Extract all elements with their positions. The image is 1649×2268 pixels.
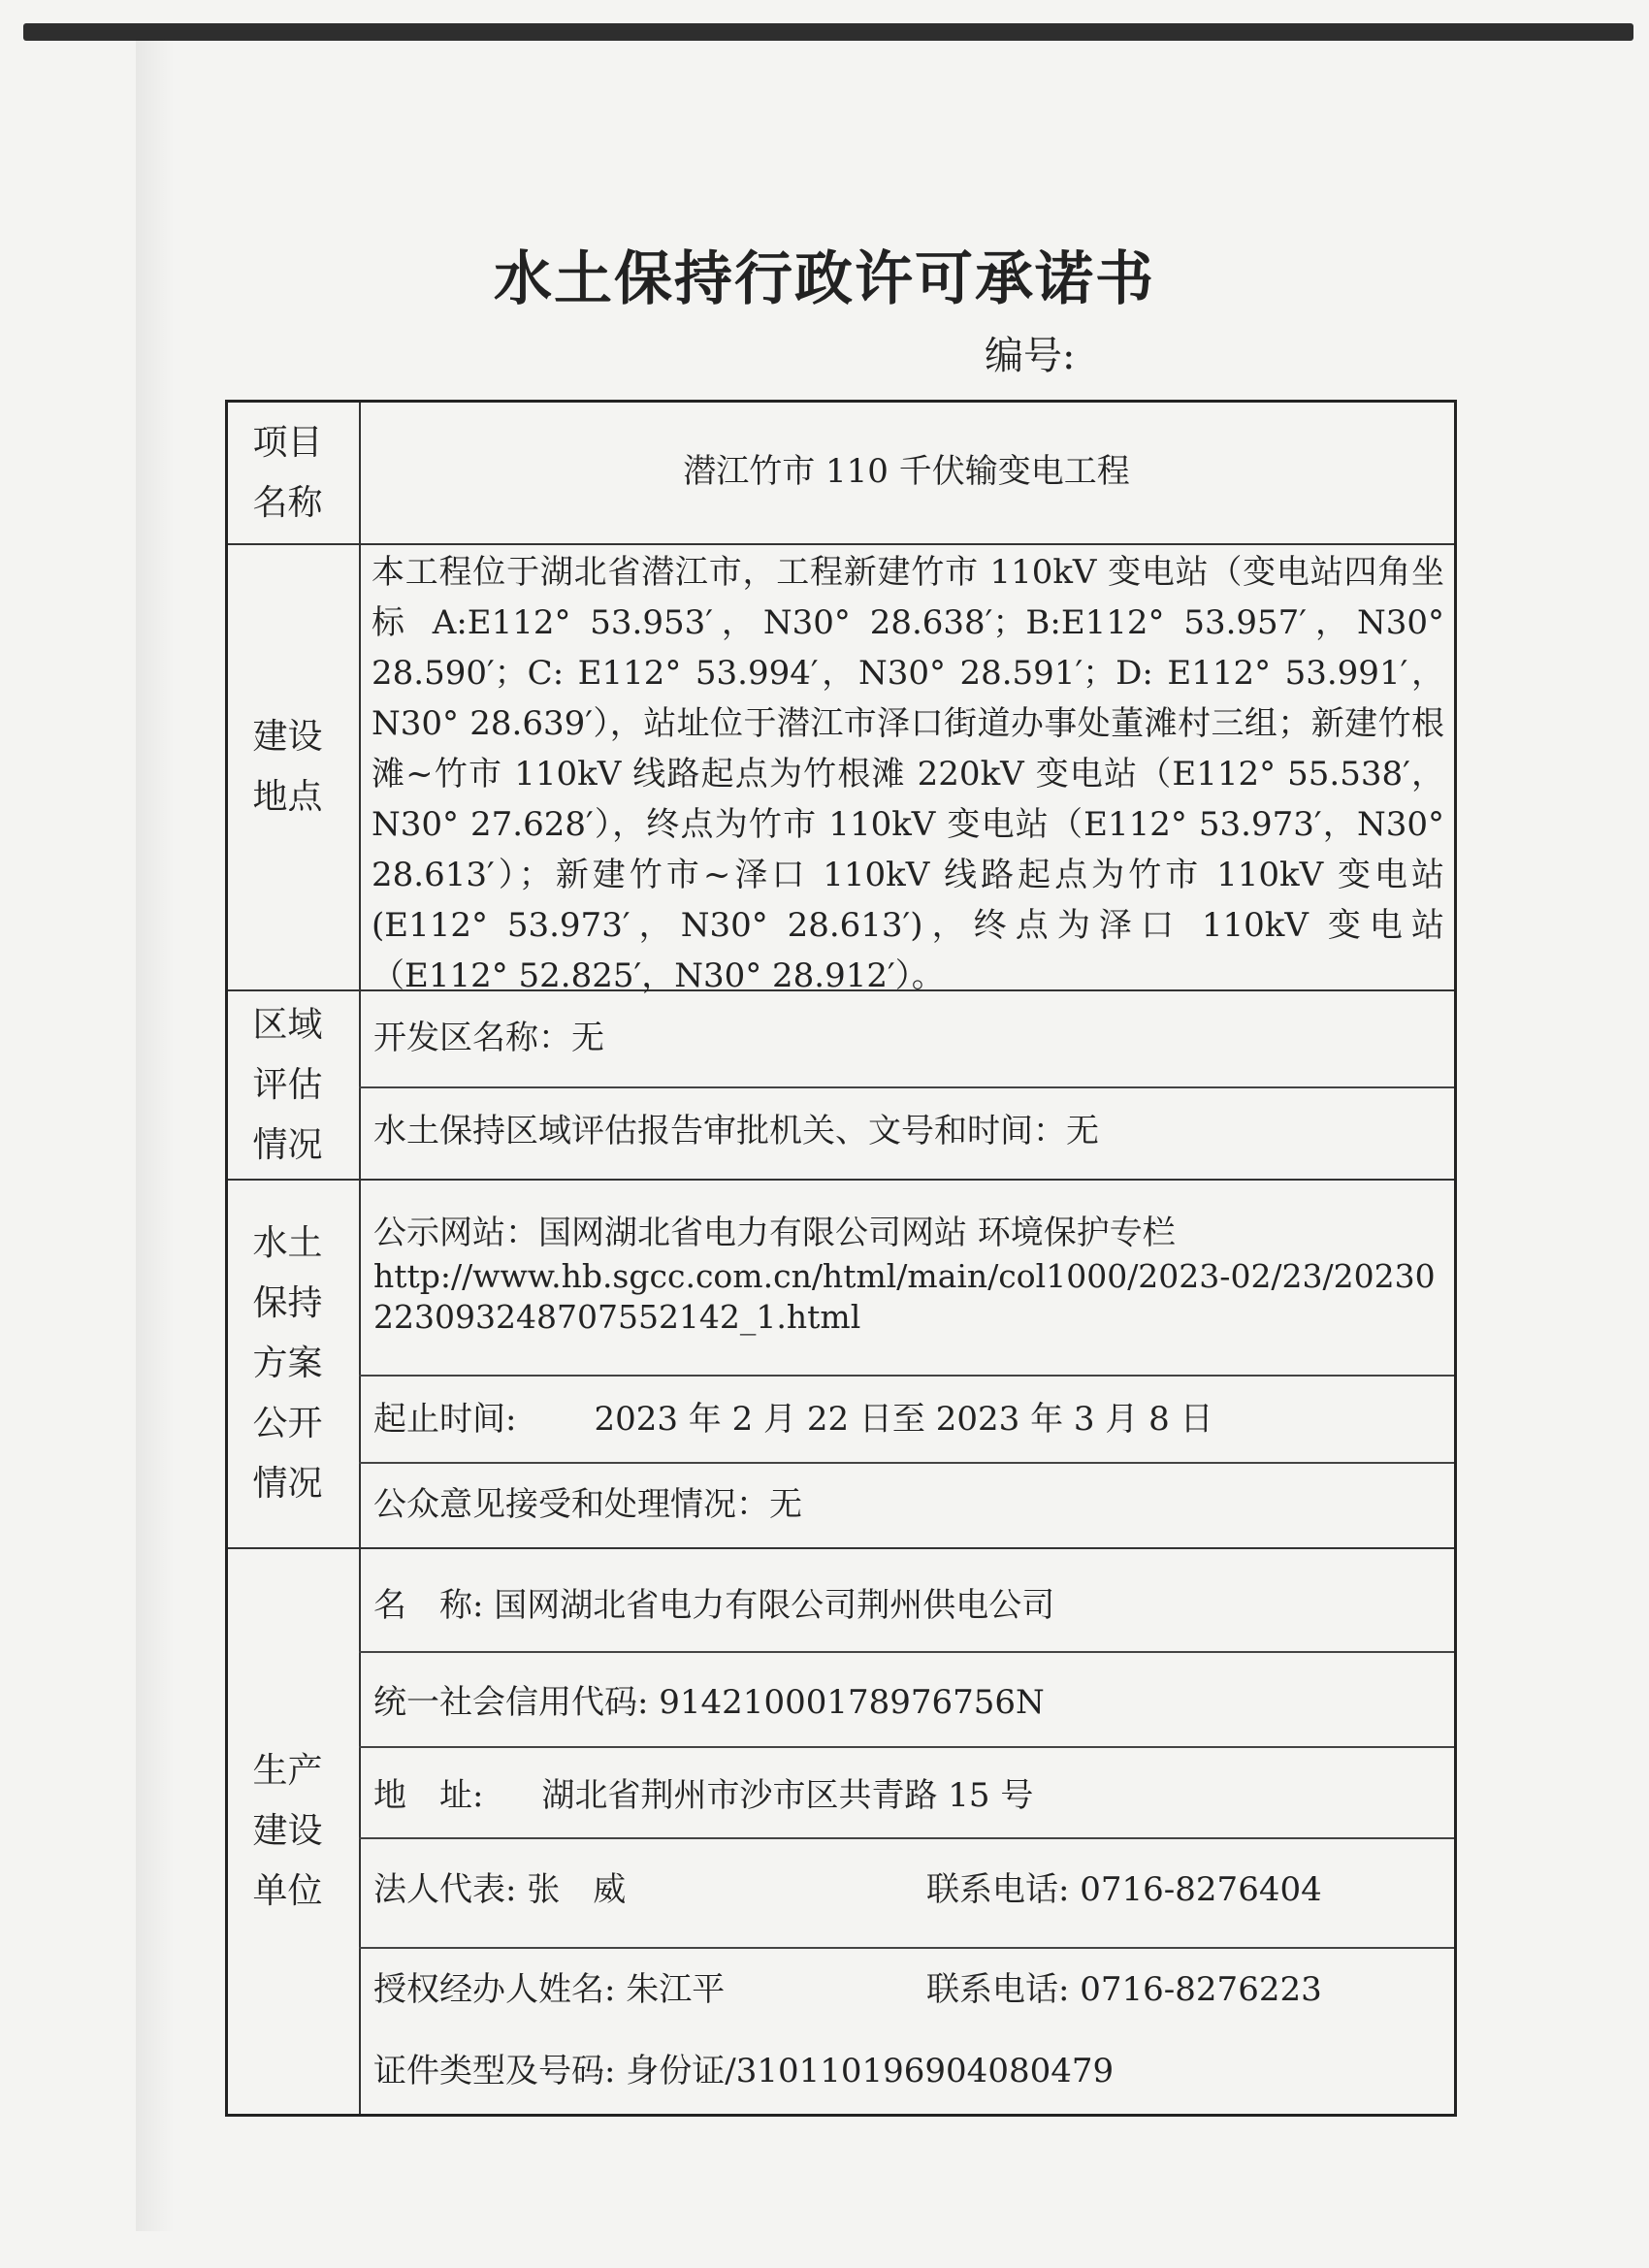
location-row (228, 545, 1454, 995)
period-value: 2023 年 2 月 22 日至 2023 年 3 月 8 日 (594, 1400, 1213, 1439)
legal-rep-value: 张 威 (527, 1870, 627, 1909)
agent-id-value: 身份证/310110196904080479 (626, 2052, 1115, 2090)
disclosure-row (228, 1181, 1454, 1549)
construction-unit-label: 生产建设单位 (252, 1751, 323, 1911)
agent-id (373, 2046, 1442, 2096)
document-title: 水土保持行政许可承诺书 (494, 245, 1155, 313)
region-divider (359, 1086, 1454, 1088)
project-name-value: 潜江竹市 110 千伏输变电工程 (683, 452, 1130, 491)
public-opinions: 公众意见接受和处理情况：无 (373, 1485, 802, 1524)
disclosure-divider-1 (359, 1375, 1454, 1377)
legal-phone-label: 联系电话: (926, 1870, 1070, 1909)
agent-phone (926, 1964, 1322, 2015)
credit-code-label: 统一社会信用代码: (373, 1683, 649, 1722)
agent-phone-value: 0716-8276223 (1080, 1970, 1322, 2009)
unit-name (373, 1580, 1442, 1631)
project-name-label: 项目名称 (252, 422, 323, 523)
agent-phone-label: 联系电话: (926, 1970, 1070, 2009)
unit-name-value: 国网湖北省电力有限公司荆州供电公司 (494, 1586, 1055, 1625)
region-eval-label: 区域评估情况 (252, 1004, 323, 1165)
construction-unit-row (228, 1549, 1454, 2114)
serial-number-label: 编号: (985, 334, 1076, 378)
legal-rep (373, 1864, 1442, 1915)
unit-divider-3 (359, 1837, 1454, 1839)
credit-code-value: 91421000178976756N (659, 1683, 1045, 1722)
region-eval-row (228, 991, 1454, 1181)
legal-rep-label: 法人代表: (373, 1870, 517, 1909)
page-spine-shadow (136, 39, 175, 2231)
commitment-form (225, 400, 1457, 2117)
disclosure-url[interactable]: http://www.hb.sgcc.com.cn/html/main/col1000/2023-02/23/20230223093248707552142_1.html (373, 1257, 1436, 1336)
unit-divider-4 (359, 1947, 1454, 1949)
region-approval-value: 水土保持区域评估报告审批机关、文号和时间：无 (373, 1112, 1099, 1150)
scan-edge-bar (23, 23, 1633, 41)
disclosure-website: 公示网站：国网湖北省电力有限公司网站 环境保护专栏 (373, 1214, 1176, 1252)
address-value: 湖北省荆州市沙市区共青路 15 号 (541, 1776, 1034, 1815)
unit-divider-2 (359, 1746, 1454, 1748)
unit-name-label: 名 称: (373, 1586, 484, 1625)
legal-phone-value: 0716-8276404 (1080, 1870, 1322, 1909)
unit-credit-code (373, 1677, 1442, 1728)
location-description: 本工程位于湖北省潜江市，工程新建竹市 110kV 变电站（变电站四角坐标 A:E112° 53.953′，N30° 28.638′；B:E112° 53.957′，N30° 28.590′；C: E112° 53.994′，N30° 28.591′；D: E112° 53.991′，N30° 28.639′），站址位于潜江市泽口街道办事处董滩村三组；新建竹根滩~竹市 110kV 线路起点为竹根滩 220kV 变电站（E112° 55.538′，N30° 27.628′），终点为竹市 110kV 变电站（E112° 53.973′，N30° 28.613′）；新建竹市~泽口 110kV 线路起点为竹市 110kV 变电站(E112° 53.973′，N30° 28.613′)，终点为泽口 110kV 变电站（E112° 52.825′，N30° 28.912′）。 (372, 553, 1444, 995)
agent-value: 朱江平 (626, 1970, 726, 2009)
period-label: 起止时间: (373, 1400, 517, 1439)
dev-zone-value: 开发区名称：无 (373, 1019, 604, 1057)
project-name-row (228, 403, 1454, 545)
address-label: 地 址: (373, 1776, 484, 1815)
legal-phone (926, 1864, 1322, 1915)
disclosure-period (373, 1394, 1442, 1444)
agent (373, 1964, 1442, 2015)
location-label: 建设地点 (252, 717, 323, 817)
unit-divider-1 (359, 1651, 1454, 1653)
agent-label: 授权经办人姓名: (373, 1970, 616, 2009)
agent-id-label: 证件类型及号码: (373, 2052, 616, 2090)
disclosure-divider-2 (359, 1462, 1454, 1464)
unit-address (373, 1770, 1442, 1821)
disclosure-label: 水土保持方案公开情况 (252, 1223, 323, 1504)
